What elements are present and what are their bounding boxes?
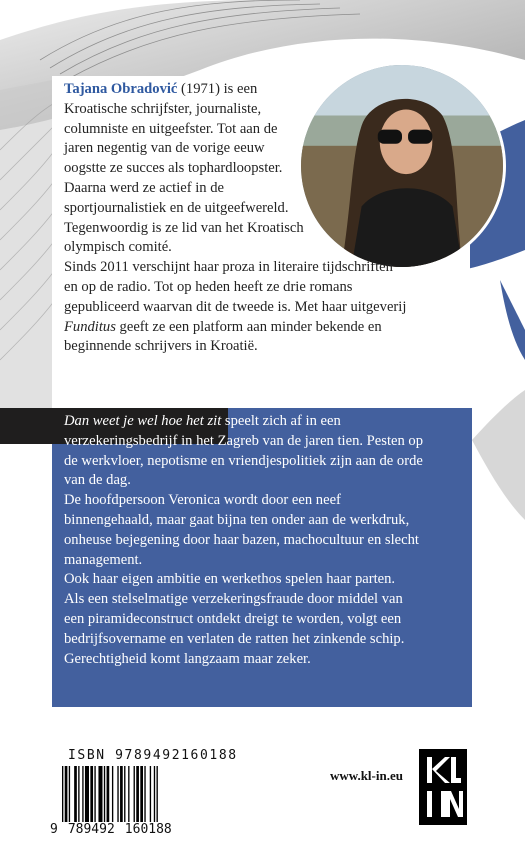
- barcode-bar: [150, 766, 151, 822]
- author-bio: [64, 80, 459, 357]
- barcode-bar: [90, 766, 93, 822]
- barcode-bar: [124, 766, 125, 822]
- barcode-bar: [82, 766, 83, 822]
- bio-line: olympisch comité.: [64, 239, 172, 256]
- bio-line: jaren negentig van de vorige eeuw: [64, 140, 265, 157]
- barcode-bar: [94, 766, 95, 822]
- barcode-digit-group-2: 160188: [124, 822, 172, 837]
- synopsis-text-span: speelt zich af in een: [221, 413, 341, 429]
- barcode-bar: [98, 766, 102, 822]
- bio-line: [64, 80, 314, 100]
- synopsis-line: onheuse bejegening door haar bazen, machocultuur en slecht: [64, 531, 419, 548]
- barcode-bar: [120, 766, 123, 822]
- bio-line: en op de radio. Tot op heden heeft ze drie romans: [64, 278, 353, 295]
- synopsis-line: binnengehaald, maar gaat bijna ten onder aan de werkdruk,: [64, 511, 410, 528]
- bio-line: Tegenwoordig is ze lid van het Kroatisch: [64, 219, 304, 236]
- barcode-bar: [104, 766, 105, 822]
- barcode-bar: [107, 766, 110, 822]
- bio-line: Kroatische schrijfster, journaliste,: [64, 100, 262, 117]
- synopsis-line: een piramideconstruct ontdekt dreigt te worden, volgt een: [64, 610, 402, 627]
- synopsis-line: Als een stelselmatige verzekeringsfraude door middel van: [64, 591, 403, 608]
- barcode-bar: [62, 766, 63, 822]
- synopsis-line: De hoofdpersoon Veronica wordt door een neef: [64, 492, 341, 509]
- synopsis-line: [64, 412, 462, 432]
- barcode-bar: [128, 766, 129, 822]
- barcode-bar: [74, 766, 77, 822]
- bio-line: [64, 318, 459, 338]
- barcode-bar: [78, 766, 79, 822]
- bio-text: (1971) is een: [177, 81, 258, 97]
- barcode-bar: [157, 766, 158, 822]
- publisher-website: www.kl-in.eu: [330, 768, 403, 783]
- synopsis-line: bedrijfsovername en verlaten de ratten het zinkende schip.: [64, 630, 405, 647]
- bio-line: gepubliceerd waarvan dit de tweede is. Met haar uitgeverij: [64, 298, 407, 315]
- synopsis-line: Gerechtigheid komt langzaam maar zeker.: [64, 650, 311, 667]
- barcode-digit-group-1: 789492: [67, 822, 115, 837]
- barcode-digits: [50, 822, 210, 837]
- barcode-bar: [112, 766, 113, 822]
- barcode-digit-first: 9: [50, 822, 58, 837]
- bio-line: oogstte ze succes als tophardloopster.: [64, 160, 283, 177]
- barcode-bar: [69, 766, 70, 822]
- barcode-bar: [85, 766, 89, 822]
- publisher-name: Funditus: [64, 318, 116, 335]
- barcode-bar: [144, 766, 145, 822]
- isbn-label: ISBN 9789492160188: [68, 748, 238, 763]
- bio-text: geeft ze een platform aan minder bekende en: [115, 318, 382, 335]
- synopsis-line: management.: [64, 551, 143, 568]
- synopsis-line: Ook haar eigen ambitie en werkethos spelen haar parten.: [64, 571, 396, 588]
- barcode-bar: [136, 766, 139, 822]
- barcode: [60, 766, 204, 822]
- synopsis-text: [64, 412, 462, 669]
- book-title: Dan weet je wel hoe het zit: [64, 413, 222, 429]
- barcode-bar: [134, 766, 135, 822]
- publisher-logo: [419, 749, 467, 825]
- author-name: Tajana Obradović: [64, 81, 178, 97]
- bio-line: Sinds 2011 verschijnt haar proza in literaire tijdschriften: [64, 259, 393, 276]
- bio-line: beginnende schrijvers in Kroatië.: [64, 338, 258, 355]
- barcode-bar: [117, 766, 118, 822]
- bio-line: sportjournalistiek en de uitgeefwereld.: [64, 199, 289, 216]
- barcode-bar: [140, 766, 143, 822]
- synopsis-line: de werkvloer, nepotisme en vriendjespolitiek zijn aan de orde: [64, 452, 423, 469]
- barcode-bar: [65, 766, 68, 822]
- bio-line: columniste en uitgeefster. Tot aan de: [64, 120, 278, 137]
- synopsis-line: verzekeringsbedrijf in het Zagreb van de jaren tien. Pesten op: [64, 432, 424, 449]
- bio-line: Daarna werd ze actief in de: [64, 179, 225, 196]
- barcode-bar: [154, 766, 155, 822]
- synopsis-line: van de dag.: [64, 472, 131, 489]
